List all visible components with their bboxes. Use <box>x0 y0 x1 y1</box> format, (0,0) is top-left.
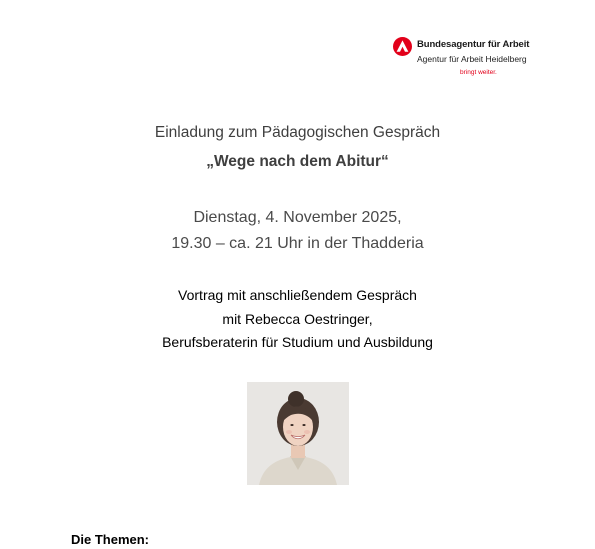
speaker-line-2: mit Rebecca Oestringer, <box>222 311 373 327</box>
logo-title: Bundesagentur für Arbeit <box>417 39 530 50</box>
speaker-photo <box>247 382 349 485</box>
logo-subtitle: Agentur für Arbeit Heidelberg <box>417 54 527 64</box>
themes-heading: Die Themen: <box>71 532 150 547</box>
event-date: Dienstag, 4. November 2025, <box>193 209 402 226</box>
speaker-line-3: Berufsberaterin für Studium und Ausbildung <box>162 334 433 350</box>
event-time: 19.30 – ca. 21 Uhr in der Thadderia <box>171 235 424 252</box>
speaker-line-1: Vortrag mit anschließendem Gespräch <box>178 287 417 303</box>
invitation-topic: „Wege nach dem Abitur“ <box>206 153 389 170</box>
agency-logo <box>393 37 533 82</box>
logo-tagline: bringt weiter. <box>460 69 497 76</box>
invitation-intro: Einladung zum Pädagogischen Gespräch <box>154 124 441 141</box>
ba-logo-icon <box>393 37 412 56</box>
